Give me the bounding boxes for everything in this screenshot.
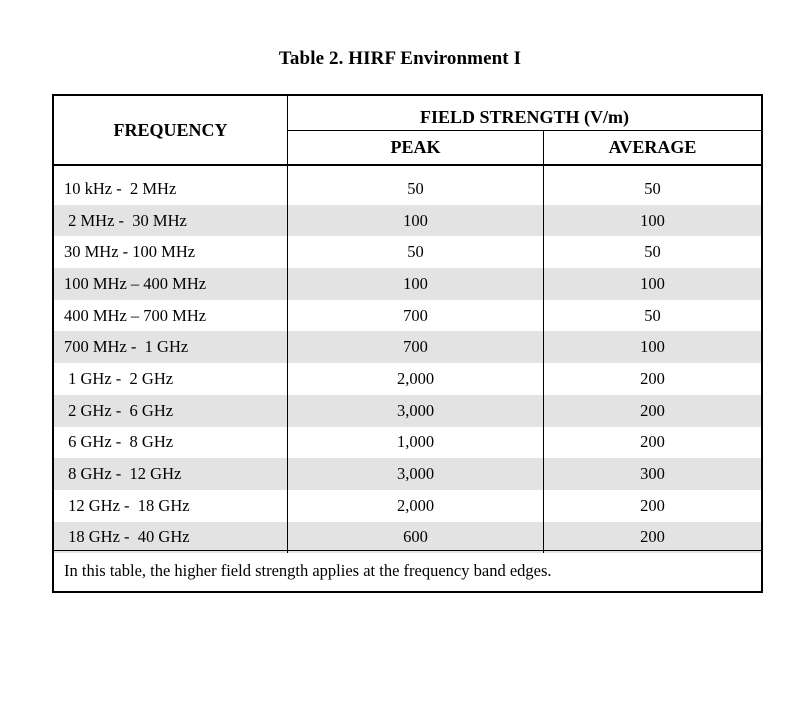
peak-cell: 3,000 — [288, 458, 544, 490]
peak-cell: 700 — [288, 331, 544, 363]
table-row — [54, 458, 761, 490]
table-row — [54, 205, 761, 237]
average-cell: 50 — [644, 305, 661, 325]
peak-cell: 600 — [288, 522, 544, 554]
peak-cell: 50 — [288, 236, 544, 268]
table-row — [54, 268, 761, 300]
average-cell: 300 — [640, 464, 665, 484]
frequency-cell: 700 MHz - 1 GHz — [54, 331, 288, 363]
table-body — [54, 173, 761, 553]
peak-cell: 1,000 — [288, 427, 544, 459]
table-row — [54, 331, 761, 363]
table-row — [54, 395, 761, 427]
table-row — [54, 490, 761, 522]
column-divider — [543, 166, 544, 173]
table-row — [54, 363, 761, 395]
peak-cell: 3,000 — [288, 395, 544, 427]
table-caption: Table 2. HIRF Environment I — [278, 48, 522, 69]
average-cell: 100 — [640, 337, 665, 357]
header-average: AVERAGE — [544, 131, 761, 166]
average-cell: 200 — [640, 495, 665, 515]
column-divider — [287, 166, 288, 173]
frequency-cell: 6 GHz - 8 GHz — [54, 427, 288, 459]
frequency-cell: 12 GHz - 18 GHz — [54, 490, 288, 522]
table-row — [54, 300, 761, 332]
table-row — [54, 522, 761, 554]
frequency-cell: 10 kHz - 2 MHz — [54, 173, 288, 205]
average-cell: 100 — [640, 210, 665, 230]
frequency-cell: 1 GHz - 2 GHz — [54, 363, 288, 395]
average-cell: 200 — [640, 432, 665, 452]
peak-cell: 2,000 — [288, 490, 544, 522]
hirf-table — [52, 94, 763, 593]
peak-cell: 50 — [288, 173, 544, 205]
peak-cell: 2,000 — [288, 363, 544, 395]
frequency-cell: 100 MHz – 400 MHz — [54, 268, 288, 300]
header-field-strength: FIELD STRENGTH (V/m) — [288, 96, 761, 131]
header-peak: PEAK — [288, 131, 544, 166]
table-row — [54, 427, 761, 459]
table-row — [54, 173, 761, 205]
average-cell: 100 — [640, 273, 665, 293]
average-cell: 200 — [640, 368, 665, 388]
peak-cell: 700 — [288, 300, 544, 332]
header-frequency: FREQUENCY — [54, 96, 288, 166]
table-row — [54, 236, 761, 268]
frequency-cell: 30 MHz - 100 MHz — [54, 236, 288, 268]
peak-cell: 100 — [288, 205, 544, 237]
average-cell: 50 — [644, 178, 661, 198]
average-cell: 50 — [644, 242, 661, 262]
frequency-cell: 18 GHz - 40 GHz — [54, 522, 288, 554]
average-cell: 200 — [640, 400, 665, 420]
table-footnote: In this table, the higher field strength applies at the frequency band edges. — [54, 550, 761, 591]
frequency-cell: 2 GHz - 6 GHz — [54, 395, 288, 427]
frequency-cell: 2 MHz - 30 MHz — [54, 205, 288, 237]
frequency-cell: 400 MHz – 700 MHz — [54, 300, 288, 332]
average-cell: 200 — [640, 527, 665, 547]
peak-cell: 100 — [288, 268, 544, 300]
frequency-cell: 8 GHz - 12 GHz — [54, 458, 288, 490]
